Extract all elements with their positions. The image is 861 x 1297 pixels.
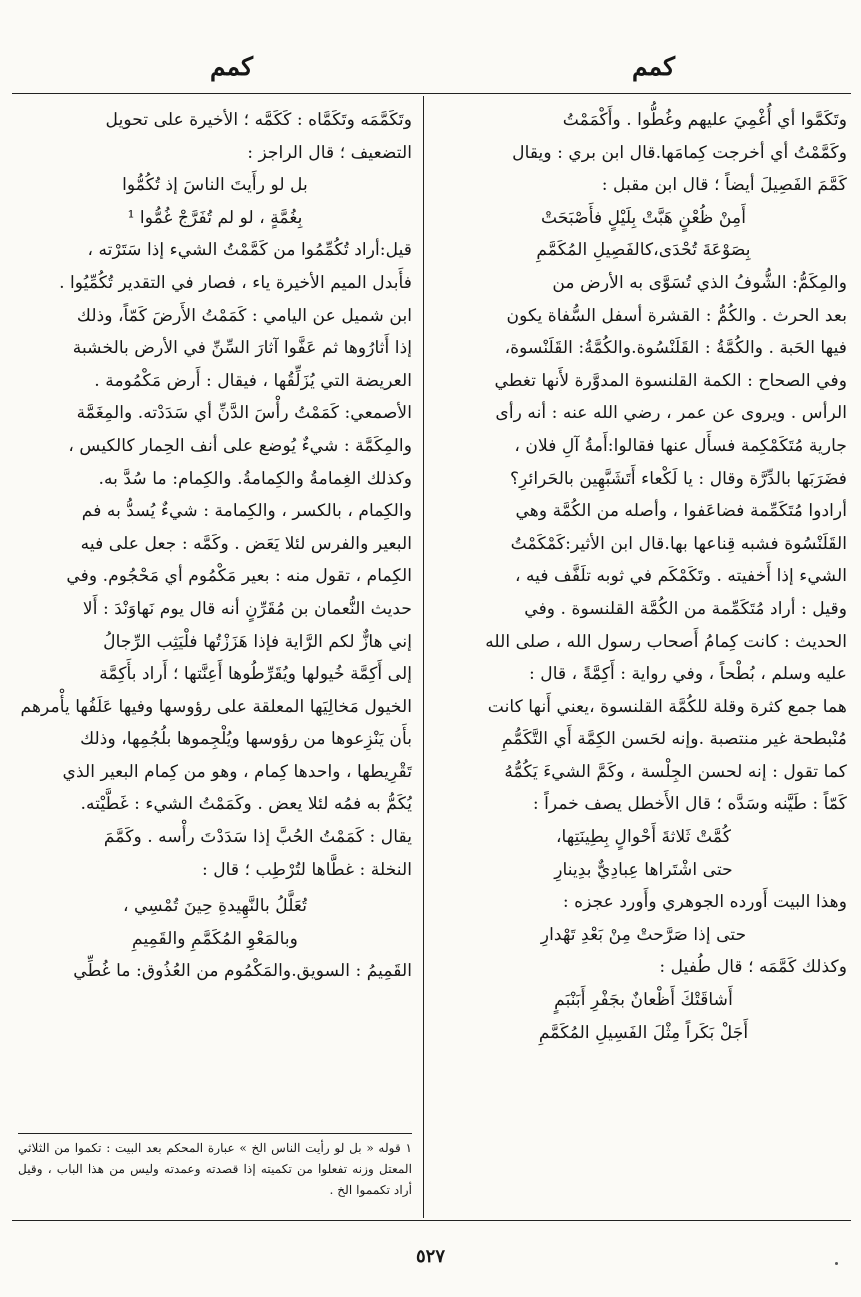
verse-line: أَشاقَتْكَ أَظْعانٌ بجَفْرِ أَبَنْبَمٍ — [554, 990, 733, 1011]
page-number: ٥٢٧ — [415, 1246, 445, 1267]
text-line: فيها الحَبة . والكُمَّةُ : القَلَنْسُوة.والكُمَّةُ: القَلَنْسوة، — [504, 338, 847, 359]
verse-line: تُعَلَّلُ بالنَّهِيدةِ حِينَ تُمْسِي ، — [122, 896, 308, 917]
right-column — [440, 104, 847, 1049]
text-line: القَلَنْسُوة فشبه قِناعها بها.قال ابن الأثير:كَمْكَمْتُ — [510, 533, 847, 554]
text-line: والمِكَمَّة : شيءٌ يُوضع على أنف الحِمار كالكيس ، — [68, 435, 412, 456]
verse-line: بِصَوْعَةَ تُحْدَى،كالفَصِيلِ المُكَمَّمِ — [536, 240, 751, 261]
text-line: جارية مُتَكَمْكِمة فسأَل عنها فقالوا:أَمةُ آلِ فلان ، — [514, 435, 847, 456]
verse-line: حتى اشْتَراها عِبادِيٌّ بدِينارِ — [554, 859, 733, 880]
verse-line: أَجَلْ بَكَراً مِثْلَ الفَسِيلِ المُكَمَّمِ — [538, 1022, 749, 1043]
text-line: فضَرَبَها بالدِّرَّة وقال : يا لَكْعاء أَتَشَبَّهِين بالحَرائرِ؟ — [509, 468, 847, 489]
text-line: وكذلك الغِمامةُ والكِمامةُ. والكِمام: ما سُدَّ به. — [98, 468, 412, 489]
text-line: يُكَمُّ به فمُه لئلا يعض . وكَمَمْتُ الشيء : غَطَّيْته. — [80, 794, 412, 815]
footer-rule — [12, 1220, 851, 1221]
text-line: الأصمعي: كَمَمْتُ رأْسَ الدَّنِّ أي سَدَدْته. والمِغَمَّة — [76, 403, 412, 424]
text-line: بأَن يَنْزِعوها من رؤوسها ويُلْجِموها بلُجُمِها، وذلك — [80, 729, 412, 750]
page-header — [0, 52, 861, 92]
verse-line: كُمَّتْ ثَلاثةَ أَحْوالٍ بِطِينَتِها، — [555, 827, 732, 848]
text-line: عليه وسلم ، بُطْحاً ، وفي رواية : أَكِمَّةً ، قال : — [529, 664, 847, 685]
text-line: فأَبدل الميم الأخيرة ياء ، فصار في التقدير تُكُمِّيُوا . — [59, 272, 412, 293]
verse-line: وبالمَعْوِ المُكَمَّمِ والقَمِيمِ — [132, 928, 298, 949]
verse-line: حتى إذا صَرَّحتْ مِنْ بَعْدِ تَهْدارِ — [540, 924, 747, 945]
text-line: الحديث : كانت كِمامُ أَصحاب رسول الله ، صلى الله — [485, 631, 847, 652]
running-headword-left: كمم — [210, 52, 253, 81]
left-column — [18, 104, 412, 988]
text-line: وكذلك كَمَّمَه ؛ قال طُفيل : — [659, 957, 847, 978]
header-rule — [12, 93, 851, 94]
text-line: أرادوا مُتَكَمِّمة فضاعَفوا ، وأصله من الكُمَّة وهي — [515, 501, 847, 522]
footnote: ١ قوله « بل لو رأيت الناس الخ » عبارة المحكم بعد البيت : تكموا من الثلاثي المعتل وزنه تفعلوا من تكميته إذا قصدته وعمدته وليس من هذا الباب ، وقيل أراد تكمموا الخ . — [18, 1133, 412, 1201]
text-line: التضعيف ؛ قال الراجز : — [247, 142, 412, 163]
text-line: كما تقول : إنه لحسن الجِلْسة ، وكَمَّ الشيءَ يَكُمُّهُ — [504, 761, 847, 782]
text-line: بعد الحرث . والكُمُّ : القشرة أسفل السُّفاة يكون — [506, 305, 847, 326]
text-line: إلى أَكِمَّة خُيولها ويُقَرِّطُوها أَعِنَّتها ؛ أَراد بأَكِمَّة — [99, 664, 412, 685]
text-line: حديث النُّعمان بن مُقَرِّنٍ أنه قال يوم نَهاوَنْدَ : أَلا — [82, 598, 412, 619]
text-line: وتَكَمَّمَه وتَكَمَّاه : كَكَمَّه ؛ الأخيرة على تحويل — [105, 110, 412, 130]
verse-line: أَمِنْ ظُعْنٍ هَبَّتْ بِلَيْلٍ فأَصْبَحَتْ — [541, 207, 746, 228]
text-line: النخلة : غطَّاها لتُرْطِب ؛ قال : — [201, 859, 412, 880]
text-line: وتَكَمَّوا أي أُغْمِيَ عليهم وغُطُّوا . وأَكْمَمْتُ — [562, 110, 847, 130]
text-line: وفي الصحاح : الكمة القلنسوة المدوَّرة لأَنها تغطي — [494, 370, 847, 391]
text-line: الرأس . ويروى عن عمر ، رضي الله عنه : أنه رأى — [495, 403, 847, 424]
text-line: والكِمام ، بالكسر ، والكِمامة : شيءٌ يُسدُّ به فم — [81, 501, 412, 522]
text-line: مُنْبطحة غير منتصبة .وإنه لحَسن الكِمَّة أَي التَّكَمُّمِ — [501, 729, 847, 750]
text-line: وهذا البيت أَورده الجوهري وأَورد عجزه : — [562, 892, 847, 913]
text-line: إذا أَثارُوها ثم عَفَّوا آثارَ السِّنِّ في الأرض بالخشبة — [72, 338, 412, 359]
text-line: قيل:أراد تُكُمِّمُوا من كَمَّمْتُ الشيء إذا سَتَرْته ، — [87, 240, 412, 261]
text-line: كَمَّمَ الفَصِيلَ أيضاً ؛ قال ابن مقبل : — [601, 175, 847, 196]
text-line: إني هازٌّ لكم الرَّاية فإذا هَزَزْتُها فلْيَثِب الرِّجالُ — [103, 631, 412, 652]
verse-line: بِغُمَّةٍ ، لو لم تُفَرَّجْ غُمُّوا ¹ — [127, 207, 303, 228]
text-line: كَمّاً : طَيَّنه وسَدَّه ؛ قال الأَخطل يصف خمراً : — [532, 794, 847, 815]
column-divider — [423, 96, 424, 1218]
text-line: الشيء إذا أَخفيته . وتَكَمْكَم في ثوبه تلَفَّف فيه ، — [514, 566, 847, 587]
ink-speck — [835, 1262, 838, 1265]
text-line: القَمِيمُ : السويق.والمَكْمُوم من العُذُوق: ما غُطِّي — [73, 961, 412, 982]
text-line: وكَمَّمْتُ أي أخرجت كِمامَها.قال ابن بري : ويقال — [512, 142, 847, 163]
running-headword-right: كمم — [632, 52, 675, 81]
text-line: وقيل : أراد مُتَكَمِّمة من الكُمَّة القلنسوة . وفي — [524, 598, 847, 619]
text-line: البعير والفرس لئلا يَعَض . وكَمَّه : جعل على فيه — [80, 533, 412, 554]
text-line: العريضة التي يُزَلِّقُها ، فيقال : أَرض مَكْمُومة . — [94, 370, 412, 391]
text-line: تَقْرِيطها ، واحدها كِمام ، وهو من كِمام البعير الذي — [62, 761, 412, 782]
text-line: الخيول مَخالِيَها المعلقة على رؤوسها وفيها عَلَفُها يأْمرهم — [20, 696, 412, 717]
text-line: والمِكَمُّ: الشُّوفُ الذي تُسَوَّى به الأرض من — [552, 272, 847, 293]
text-line: الكِمام ، تقول منه : بعير مَكْمُوم أي مَحْجُوم. وفي — [66, 566, 412, 587]
text-line: يقال : كَمَمْتُ الحُبَّ إذا سَدَدْتَ رأْسه . وكَمَّمَ — [103, 827, 412, 848]
verse-line: بل لو رأَيتَ الناسَ إذ تُكُمُّوا — [122, 175, 308, 196]
text-line: ابن شميل عن اليامي : كَمَمْتُ الأَرضَ كَمّاً، وذلك — [76, 305, 412, 326]
text-line: هما جمع كثرة وقلة للكُمَّة القلنسوة ،يعني أَنها كانت — [487, 696, 847, 717]
